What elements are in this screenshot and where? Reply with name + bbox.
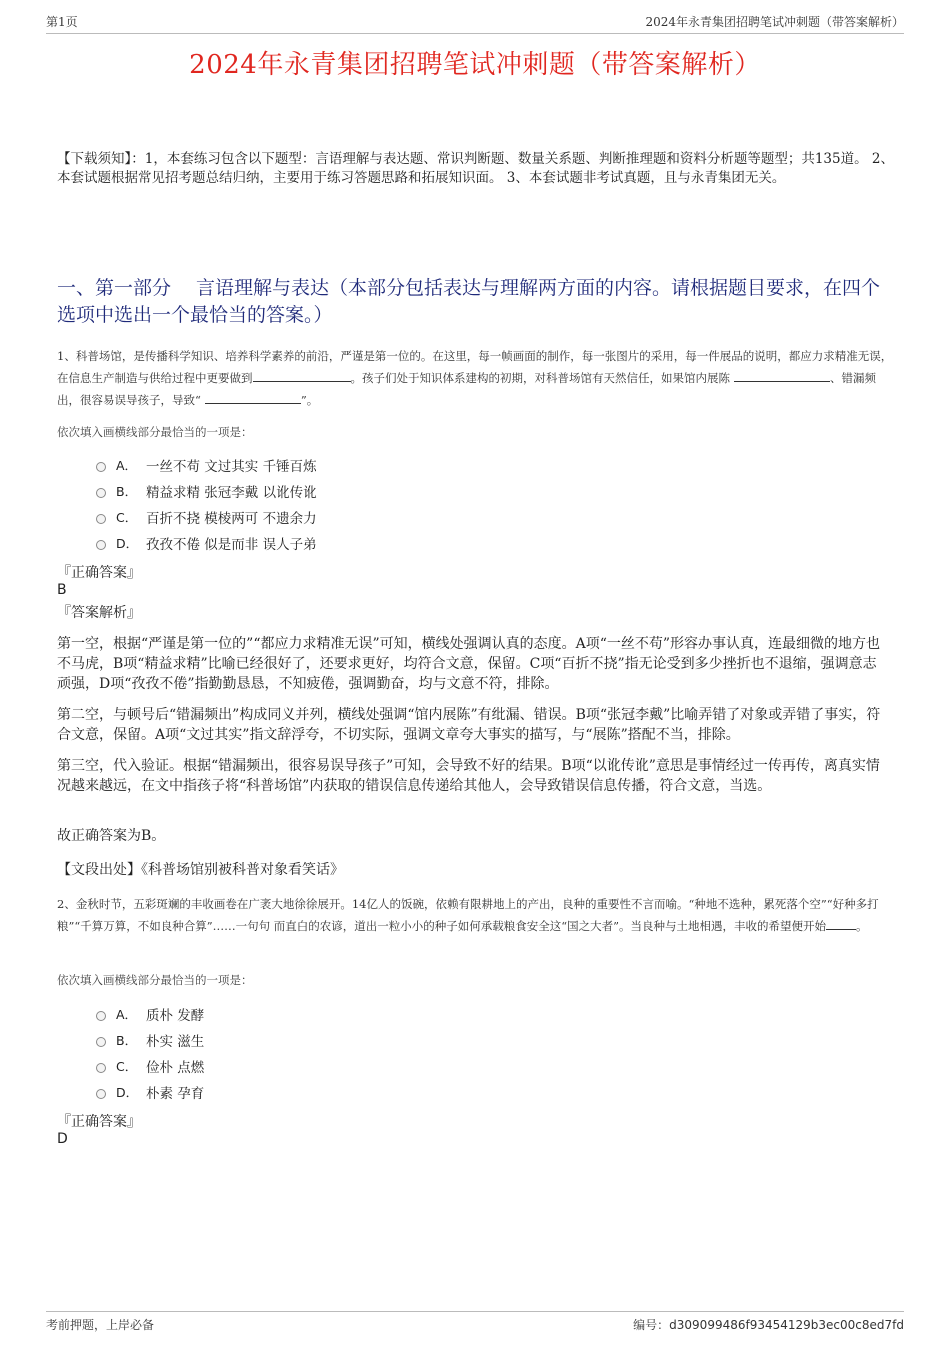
q2-answer: D: [57, 1131, 68, 1147]
question-2-text: [57, 894, 897, 937]
q2-options: [96, 1001, 204, 1105]
q2-option-b[interactable]: B． 朴实 滋生: [96, 1027, 204, 1053]
q2-text-end: 。: [856, 919, 868, 933]
radio-icon[interactable]: [96, 1037, 106, 1047]
radio-icon[interactable]: [96, 488, 106, 498]
q1-text-part2: 。孩子们处于知识体系建构的初期，对科普场馆有天然信任，如果馆内展陈: [350, 371, 730, 385]
q1-source: 【文段出处】《科普场馆别被科普对象看笑话》: [57, 862, 344, 878]
q1-analysis-para-2: 第二空，与顿号后“错漏频出”构成同义并列，横线处强调“馆内展陈”有纰漏、错误。B项“张冠李戴”比喻弄错了对象或弄错了事实，符合文意，保留。A项“文过其实”指文辞浮夸，不切实际，强调文章夸大事实的描写，与“展陈”搭配不当，排除。: [57, 707, 881, 743]
blank-line: [826, 915, 856, 930]
q1-option-a[interactable]: A． 一丝不苟 文过其实 千锤百炼: [96, 452, 317, 478]
blank-line: [253, 367, 351, 382]
page-footer: [46, 1311, 904, 1333]
q2-option-a[interactable]: A． 质朴 发酵: [96, 1001, 204, 1027]
q1-answer: B: [57, 582, 67, 598]
section-heading: 一、第一部分 言语理解与表达（本部分包括表达与理解两方面的内容。请根据题目要求，在四个选项中选出一个最恰当的答案。）: [57, 277, 881, 326]
q2-prompt: 依次填入画横线部分最恰当的一项是：: [57, 973, 253, 987]
footer-slogan: 考前押题，上岸必备: [46, 1318, 155, 1332]
page-header: [46, 13, 904, 34]
q1-option-c[interactable]: C． 百折不挠 模棱两可 不遗余力: [96, 504, 317, 530]
q1-options: [96, 452, 317, 556]
document-title: 2024年永青集团招聘笔试冲刺题（带答案解析）: [189, 50, 761, 80]
q1-analysis-para-3: 第三空，代入验证。根据“错漏频出，很容易误导孩子”可知，会导致不好的结果。B项“以讹传讹”意思是事情经过一传再传，离真实情况越来越远，在文中指孩子将“科普场馆”内获取的错误信息传递给其他人，会导致错误信息传播，符合文意，当选。: [57, 758, 880, 794]
q2-text: 2、金秋时节，五彩斑斓的丰收画卷在广袤大地徐徐展开。14亿人的饭碗，依赖有限耕地上的产出，良种的重要性不言而喻。“种地不选种，累死落个空”“好种多打粮”“千算万算，不如良种合算”……一句句 而直白的农谚，道出一粒小小的种子如何承载粮食安全这“国之大者”。当良种与土地相遇，丰收的希望便开始: [57, 897, 879, 933]
q2-option-d[interactable]: D． 朴素 孕育: [96, 1079, 204, 1105]
radio-icon[interactable]: [96, 1063, 106, 1073]
radio-icon[interactable]: [96, 514, 106, 524]
q1-option-b[interactable]: B． 精益求精 张冠李戴 以讹传讹: [96, 478, 317, 504]
q1-option-d[interactable]: D． 孜孜不倦 似是而非 误人子弟: [96, 530, 317, 556]
q1-text-part3: 、错漏频出，很容易误导孩子，导致“: [57, 371, 876, 407]
page-number: 第1页: [46, 15, 78, 29]
blank-line: [205, 389, 301, 404]
q1-text-part1: 1、科普场馆，是传播科学知识、培养科学素养的前沿，严谨是第一位的。在这里，每一帧画面的制作，每一张图片的采用，每一件展品的说明，都应力求精准无误，在信息生产制造与供给过程中更要做到: [57, 349, 893, 385]
blank-line: [734, 367, 830, 382]
radio-icon[interactable]: [96, 1089, 106, 1099]
q1-analysis-label: 『答案解析』: [57, 605, 141, 621]
question-1-text: [57, 346, 897, 411]
q1-conclusion: 故正确答案为B。: [57, 828, 166, 844]
q2-option-c[interactable]: C． 俭朴 点燃: [96, 1053, 204, 1079]
radio-icon[interactable]: [96, 1011, 106, 1021]
q2-answer-label: 『正确答案』: [57, 1114, 141, 1130]
q1-text-part4: ”。: [300, 393, 319, 407]
download-notice: 【下载须知】：1，本套练习包含以下题型：言语理解与表达题、常识判断题、数量关系题、判断推理题和资料分析题等题型；共135道。 2、本套试题根据常见招考题总结归纳，主要用于练习答题思路和拓展知识面。 3、本套试题非考试真题，且与永青集团无关。: [57, 151, 894, 186]
radio-icon[interactable]: [96, 540, 106, 550]
header-doc-title: 2024年永青集团招聘笔试冲刺题（带答案解析）: [645, 15, 904, 29]
q1-answer-label: 『正确答案』: [57, 565, 141, 581]
q1-analysis-para-1: 第一空，根据“严谨是第一位的”“都应力求精准无误”可知，横线处强调认真的态度。A项“一丝不苟”形容办事认真，连最细微的地方也不马虎，B项“精益求精”比喻已经很好了，还要求更好，均符合文意，保留。C项“百折不挠”指无论受到多少挫折也不退缩，强调意志顽强，D项“孜孜不倦”指勤勤恳恳，不知疲倦，强调勤奋，均与文意不符，排除。: [57, 636, 881, 692]
radio-icon[interactable]: [96, 462, 106, 472]
q1-prompt: 依次填入画横线部分最恰当的一项是：: [57, 425, 253, 439]
footer-code: 编号：d309099486f93454129b3ec00c8ed7fd: [633, 1318, 904, 1332]
